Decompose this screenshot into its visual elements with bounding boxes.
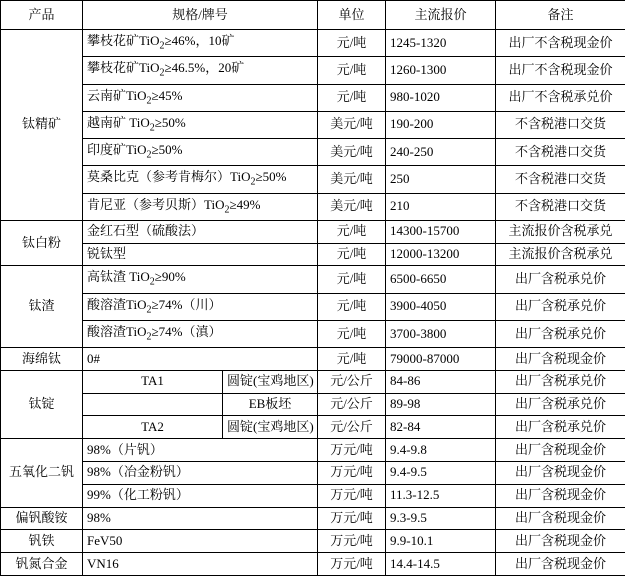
- unit-cell: 元/吨: [318, 266, 386, 293]
- table-row: [1, 507, 625, 530]
- spec-grade-cell: [83, 393, 223, 416]
- table-row: [1, 293, 625, 320]
- unit-cell: 元/吨: [318, 243, 386, 266]
- table-row: [1, 111, 625, 138]
- unit-cell: 元/公斤: [318, 370, 386, 393]
- spec-cell: 0#: [83, 348, 318, 371]
- category-cell: 海绵钛: [1, 348, 83, 371]
- spec-cell: 印度矿TiO$_2$≥50%: [83, 139, 318, 166]
- header-product: 产品: [1, 1, 83, 30]
- table-row: [1, 553, 625, 576]
- remark-cell: 不含税港口交货: [496, 166, 625, 193]
- price-cell: 1260-1300: [386, 57, 496, 84]
- price-cell: 980-1020: [386, 84, 496, 111]
- remark-cell: 出厂含税承兑价: [496, 320, 625, 347]
- unit-cell: 万元/吨: [318, 553, 386, 576]
- spec-cell: 98%: [83, 507, 318, 530]
- price-cell: 84-86: [386, 370, 496, 393]
- unit-cell: 万元/吨: [318, 507, 386, 530]
- spec-cell: 99%（化工粉钒）: [83, 484, 318, 507]
- price-cell: 14300-15700: [386, 220, 496, 243]
- remark-cell: 出厂含税现金价: [496, 507, 625, 530]
- category-cell: 钛锭: [1, 370, 83, 438]
- unit-cell: 美元/吨: [318, 193, 386, 220]
- unit-cell: 元/吨: [318, 220, 386, 243]
- table-header-row: [1, 1, 625, 30]
- remark-cell: 出厂含税现金价: [496, 530, 625, 553]
- spec-cell: 酸溶渣TiO$_2$≥74%（滇）: [83, 320, 318, 347]
- spec-cell: 攀枝花矿TiO$_2$≥46%，10矿: [83, 30, 318, 57]
- unit-cell: 美元/吨: [318, 111, 386, 138]
- remark-cell: 出厂含税承兑价: [496, 370, 625, 393]
- table-row: [1, 30, 625, 57]
- table-row: [1, 348, 625, 371]
- header-unit: 单位: [318, 1, 386, 30]
- spec-form-cell: EB板坯: [223, 393, 318, 416]
- remark-cell: 出厂含税现金价: [496, 462, 625, 485]
- header-spec: 规格/牌号: [83, 1, 318, 30]
- spec-cell: 金红石型（硫酸法）: [83, 220, 318, 243]
- price-cell: 79000-87000: [386, 348, 496, 371]
- spec-cell: VN16: [83, 553, 318, 576]
- unit-cell: 美元/吨: [318, 139, 386, 166]
- remark-cell: 出厂不含税现金价: [496, 57, 625, 84]
- price-cell: 210: [386, 193, 496, 220]
- price-cell: 12000-13200: [386, 243, 496, 266]
- remark-cell: 出厂含税承兑价: [496, 293, 625, 320]
- price-cell: 9.3-9.5: [386, 507, 496, 530]
- table-row: [1, 139, 625, 166]
- category-cell: 偏钒酸铵: [1, 507, 83, 530]
- remark-cell: 不含税港口交货: [496, 111, 625, 138]
- remark-cell: 出厂含税承兑价: [496, 416, 625, 439]
- price-cell: 190-200: [386, 111, 496, 138]
- remark-cell: 主流报价含税承兑: [496, 220, 625, 243]
- price-cell: 1245-1320: [386, 30, 496, 57]
- table-row: [1, 370, 625, 393]
- unit-cell: 元/吨: [318, 84, 386, 111]
- spec-cell: 莫桑比克（参考肯梅尔）TiO$_2$≥50%: [83, 166, 318, 193]
- unit-cell: 万元/吨: [318, 462, 386, 485]
- unit-cell: 元/公斤: [318, 393, 386, 416]
- spec-form-cell: 圆锭(宝鸡地区): [223, 416, 318, 439]
- unit-cell: 元/吨: [318, 293, 386, 320]
- spec-cell: 98%（冶金粉钒）: [83, 462, 318, 485]
- category-cell: 钒氮合金: [1, 553, 83, 576]
- spec-cell: FeV50: [83, 530, 318, 553]
- spec-cell: 肯尼亚（参考贝斯）TiO$_2$≥49%: [83, 193, 318, 220]
- unit-cell: 元/吨: [318, 348, 386, 371]
- price-cell: 250: [386, 166, 496, 193]
- remark-cell: 出厂不含税现金价: [496, 30, 625, 57]
- table-row: [1, 220, 625, 243]
- remark-cell: 出厂含税现金价: [496, 553, 625, 576]
- table-body: [1, 30, 625, 576]
- spec-grade-cell: TA2: [83, 416, 223, 439]
- category-cell: 钒铁: [1, 530, 83, 553]
- unit-cell: 元/吨: [318, 30, 386, 57]
- table-row: [1, 462, 625, 485]
- spec-grade-cell: TA1: [83, 370, 223, 393]
- table-row: [1, 484, 625, 507]
- category-cell: 钛精矿: [1, 30, 83, 221]
- unit-cell: 元/吨: [318, 320, 386, 347]
- unit-cell: 万元/吨: [318, 530, 386, 553]
- unit-cell: 元/公斤: [318, 416, 386, 439]
- category-cell: 五氧化二钒: [1, 439, 83, 507]
- table-row: [1, 166, 625, 193]
- price-cell: 6500-6650: [386, 266, 496, 293]
- unit-cell: 元/吨: [318, 57, 386, 84]
- remark-cell: 出厂含税承兑价: [496, 393, 625, 416]
- table-row: [1, 57, 625, 84]
- table-row: [1, 243, 625, 266]
- table-row: [1, 193, 625, 220]
- table-row: [1, 439, 625, 462]
- remark-cell: 不含税港口交货: [496, 139, 625, 166]
- spec-cell: 攀枝花矿TiO$_2$≥46.5%，20矿: [83, 57, 318, 84]
- table-row: [1, 530, 625, 553]
- spec-cell: 98%（片钒）: [83, 439, 318, 462]
- price-cell: 14.4-14.5: [386, 553, 496, 576]
- price-cell: 11.3-12.5: [386, 484, 496, 507]
- table-row: [1, 416, 625, 439]
- remark-cell: 出厂含税承兑价: [496, 266, 625, 293]
- spec-cell: 云南矿TiO$_2$≥45%: [83, 84, 318, 111]
- remark-cell: 出厂含税现金价: [496, 439, 625, 462]
- spec-cell: 越南矿 TiO$_2$≥50%: [83, 111, 318, 138]
- table-row: [1, 84, 625, 111]
- table-row: [1, 266, 625, 293]
- remark-cell: 出厂含税现金价: [496, 484, 625, 507]
- table-header: [1, 1, 625, 30]
- remark-cell: 出厂含税现金价: [496, 348, 625, 371]
- price-cell: 9.4-9.5: [386, 462, 496, 485]
- price-cell: 82-84: [386, 416, 496, 439]
- price-cell: 240-250: [386, 139, 496, 166]
- price-cell: 3900-4050: [386, 293, 496, 320]
- spec-cell: 酸溶渣TiO$_2$≥74%（川）: [83, 293, 318, 320]
- remark-cell: 出厂不含税承兑价: [496, 84, 625, 111]
- header-remark: 备注: [496, 1, 625, 30]
- unit-cell: 万元/吨: [318, 439, 386, 462]
- unit-cell: 万元/吨: [318, 484, 386, 507]
- price-cell: 9.9-10.1: [386, 530, 496, 553]
- table-row: [1, 320, 625, 347]
- spec-cell: 高钛渣 TiO$_2$≥90%: [83, 266, 318, 293]
- category-cell: 钛白粉: [1, 220, 83, 266]
- spec-form-cell: 圆锭(宝鸡地区): [223, 370, 318, 393]
- price-cell: 9.4-9.8: [386, 439, 496, 462]
- price-cell: 89-98: [386, 393, 496, 416]
- spec-cell: 锐钛型: [83, 243, 318, 266]
- table-row: [1, 393, 625, 416]
- unit-cell: 美元/吨: [318, 166, 386, 193]
- price-cell: 3700-3800: [386, 320, 496, 347]
- header-price: 主流报价: [386, 1, 496, 30]
- category-cell: 钛渣: [1, 266, 83, 348]
- remark-cell: 不含税港口交货: [496, 193, 625, 220]
- remark-cell: 主流报价含税承兑: [496, 243, 625, 266]
